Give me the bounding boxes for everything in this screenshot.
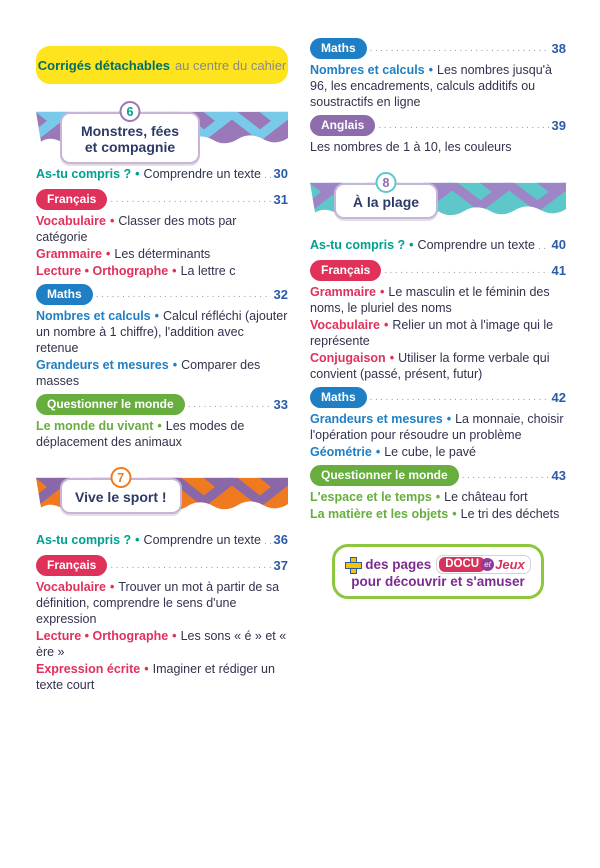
toc-entry	[36, 357, 288, 389]
astu-label: As-tu compris ?	[36, 167, 132, 181]
toc-row	[310, 465, 566, 486]
questionner-badge: Questionner le monde	[36, 394, 185, 415]
toc-entry	[36, 579, 288, 627]
page-number: 39	[551, 118, 566, 133]
toc-entry	[36, 628, 288, 660]
logo-et-text: et	[481, 558, 494, 571]
entry-desc: Les déterminants	[114, 247, 211, 261]
dot-leader	[188, 399, 271, 410]
bullet-separator: •	[428, 63, 434, 77]
toc-row	[310, 38, 566, 59]
entry-label: Grammaire	[36, 247, 103, 261]
unit-7-label	[60, 470, 182, 514]
corriges-subtitle: au centre du cahier	[174, 57, 287, 73]
bullet-separator: •	[109, 214, 115, 228]
unit-number-badge: 8	[376, 172, 397, 193]
dot-leader	[384, 265, 548, 276]
entry-desc: Les sons « é » et « ère »	[36, 629, 287, 659]
corriges-title: Corrigés détachables	[37, 57, 170, 73]
entry-label: Conjugaison	[310, 351, 386, 365]
dot-leader	[538, 239, 549, 255]
dot-leader	[370, 43, 549, 54]
toc-entry	[36, 661, 288, 693]
entry-label: Nombres et calculs	[36, 309, 151, 323]
entry-label: L'espace et le temps	[310, 490, 432, 504]
entry-desc: Utiliser la forme verbale qui convient (passé, présent, futur)	[310, 351, 550, 381]
unit-7-banner	[36, 470, 288, 514]
unit-8-title: À la plage	[352, 194, 420, 210]
page-number: 40	[551, 237, 566, 252]
unit-7-title: Vive le sport !	[75, 489, 167, 505]
entry-desc: Calcul réfléchi (ajouter un nombre à 1 chiffre), l'addition avec retenue	[36, 309, 288, 355]
page-number: 36	[273, 532, 288, 547]
row-desc: Comprendre un texte	[417, 238, 535, 252]
toc-entry	[310, 284, 566, 316]
toc-entry	[310, 139, 566, 155]
bullet-separator: •	[135, 167, 140, 181]
francais-badge: Français	[310, 260, 381, 281]
toc-entry	[310, 506, 566, 522]
page-number: 37	[273, 558, 288, 573]
unit-number-badge: 6	[120, 101, 141, 122]
astu-label: As-tu compris ?	[36, 533, 132, 547]
page-number: 33	[273, 397, 288, 412]
bullet-separator: •	[172, 358, 178, 372]
toc-row	[310, 260, 566, 281]
toc-entry	[36, 263, 288, 279]
dot-leader	[110, 560, 270, 571]
row-text	[36, 532, 261, 548]
left-column	[36, 46, 288, 694]
anglais-badge: Anglais	[310, 115, 375, 136]
page-number: 41	[551, 263, 566, 278]
entry-desc: Comparer des masses	[36, 358, 261, 388]
dot-leader	[110, 194, 270, 205]
toc-row	[310, 237, 566, 255]
toc-row	[310, 387, 566, 408]
page-number: 32	[273, 287, 288, 302]
entry-desc: Relier un mot à l'image qui le représente	[310, 318, 554, 348]
bullet-separator: •	[157, 419, 162, 433]
maths-badge: Maths	[310, 38, 367, 59]
dot-leader	[370, 392, 549, 403]
entry-desc: Les nombres jusqu'à 96, les encadrements, calculs additifs ou soustractifs en ligne	[310, 63, 552, 109]
toc-entry	[310, 350, 566, 382]
entry-desc: La lettre c	[180, 264, 236, 278]
francais-badge: Français	[36, 189, 107, 210]
promo-prefix: des pages	[365, 557, 432, 572]
entry-desc: La monnaie, choisir l'opération pour résoudre un problème	[310, 412, 564, 442]
right-column	[310, 38, 566, 599]
entry-label: Vocabulaire	[36, 580, 106, 594]
entry-desc: Le tri des déchets	[460, 507, 560, 521]
toc-entry	[310, 62, 566, 110]
entry-label: Grammaire	[310, 285, 377, 299]
page-number: 30	[273, 166, 288, 181]
unit-6-label	[60, 104, 200, 164]
toc-row	[36, 284, 288, 305]
bullet-separator: •	[409, 238, 414, 252]
bullet-separator: •	[435, 490, 441, 504]
toc-entry	[36, 418, 288, 450]
entry-desc: Le château fort	[444, 490, 528, 504]
dot-leader	[462, 470, 549, 481]
unit-8-label	[334, 175, 438, 219]
toc-row	[36, 394, 288, 415]
entry-desc: Les modes de déplacement des animaux	[36, 419, 245, 449]
bullet-separator: •	[135, 533, 140, 547]
promo-box	[332, 544, 544, 599]
entry-desc: Imaginer et rédiger un texte court	[36, 662, 275, 692]
unit-8-banner	[310, 175, 566, 219]
bullet-separator: •	[172, 264, 177, 278]
bullet-separator: •	[383, 318, 389, 332]
corriges-banner	[36, 46, 288, 84]
entry-desc: Le cube, le pavé	[384, 445, 476, 459]
bullet-separator: •	[109, 580, 115, 594]
entry-label: Nombres et calculs	[310, 63, 425, 77]
logo-jeux-text: Jeux	[495, 557, 525, 572]
row-text	[36, 166, 261, 182]
bullet-separator: •	[446, 412, 452, 426]
entry-label: Géométrie	[310, 445, 372, 459]
toc-entry	[36, 246, 288, 262]
page-number: 43	[551, 468, 566, 483]
bullet-separator: •	[389, 351, 395, 365]
entry-label: La matière et les objets	[310, 507, 449, 521]
toc-entry	[36, 308, 288, 356]
bullet-separator: •	[172, 629, 177, 643]
unit-6-banner	[36, 104, 288, 155]
dot-leader	[264, 168, 271, 184]
entry-desc: Trouver un mot à partir de sa définition, comprendre le sens d'une expression	[36, 580, 280, 626]
bullet-separator: •	[380, 285, 385, 299]
page-number: 42	[551, 390, 566, 405]
bullet-separator: •	[106, 247, 111, 261]
bullet-separator: •	[452, 507, 457, 521]
toc-row	[36, 555, 288, 576]
maths-badge: Maths	[36, 284, 93, 305]
toc-entry	[310, 317, 566, 349]
row-desc: Comprendre un texte	[143, 533, 261, 547]
entry-label: Lecture • Orthographe	[36, 264, 169, 278]
bullet-separator: •	[375, 445, 381, 459]
questionner-badge: Questionner le monde	[310, 465, 459, 486]
toc-entry	[36, 213, 288, 245]
entry-label: Vocabulaire	[310, 318, 380, 332]
logo-docu-text: DOCU	[439, 557, 485, 572]
bullet-separator: •	[144, 662, 149, 676]
entry-desc: Le masculin et le féminin des noms, le pluriel des noms	[310, 285, 550, 315]
docu-jeux-logo	[436, 555, 531, 574]
toc-entry	[310, 444, 566, 460]
entry-label: Vocabulaire	[36, 214, 106, 228]
toc-row	[36, 189, 288, 210]
entry-desc: Les nombres de 1 à 10, les couleurs	[310, 140, 512, 154]
entry-desc: Classer des mots par catégorie	[36, 214, 237, 244]
toc-row	[310, 115, 566, 136]
plus-icon	[345, 557, 360, 572]
astu-label: As-tu compris ?	[310, 238, 406, 252]
francais-badge: Français	[36, 555, 107, 576]
unit-number-badge: 7	[110, 467, 131, 488]
entry-label: Lecture • Orthographe	[36, 629, 169, 643]
bullet-separator: •	[154, 309, 160, 323]
entry-label: Expression écrite	[36, 662, 141, 676]
page-number: 31	[273, 192, 288, 207]
entry-label: Grandeurs et mesures	[310, 412, 443, 426]
toc-entry	[310, 411, 566, 443]
maths-badge: Maths	[310, 387, 367, 408]
dot-leader	[264, 534, 271, 550]
row-text	[310, 237, 535, 253]
dot-leader	[378, 120, 548, 131]
toc-row	[36, 532, 288, 550]
promo-line-1	[339, 555, 537, 574]
dot-leader	[96, 289, 271, 300]
toc-entry	[310, 489, 566, 505]
toc-row	[36, 166, 288, 184]
promo-line-2: pour découvrir et s'amuser	[351, 574, 525, 589]
entry-label: Le monde du vivant	[36, 419, 154, 433]
page-number: 38	[551, 41, 566, 56]
entry-label: Grandeurs et mesures	[36, 358, 169, 372]
row-desc: Comprendre un texte	[143, 167, 261, 181]
unit-6-title: Monstres, fées et compagnie	[80, 123, 180, 155]
